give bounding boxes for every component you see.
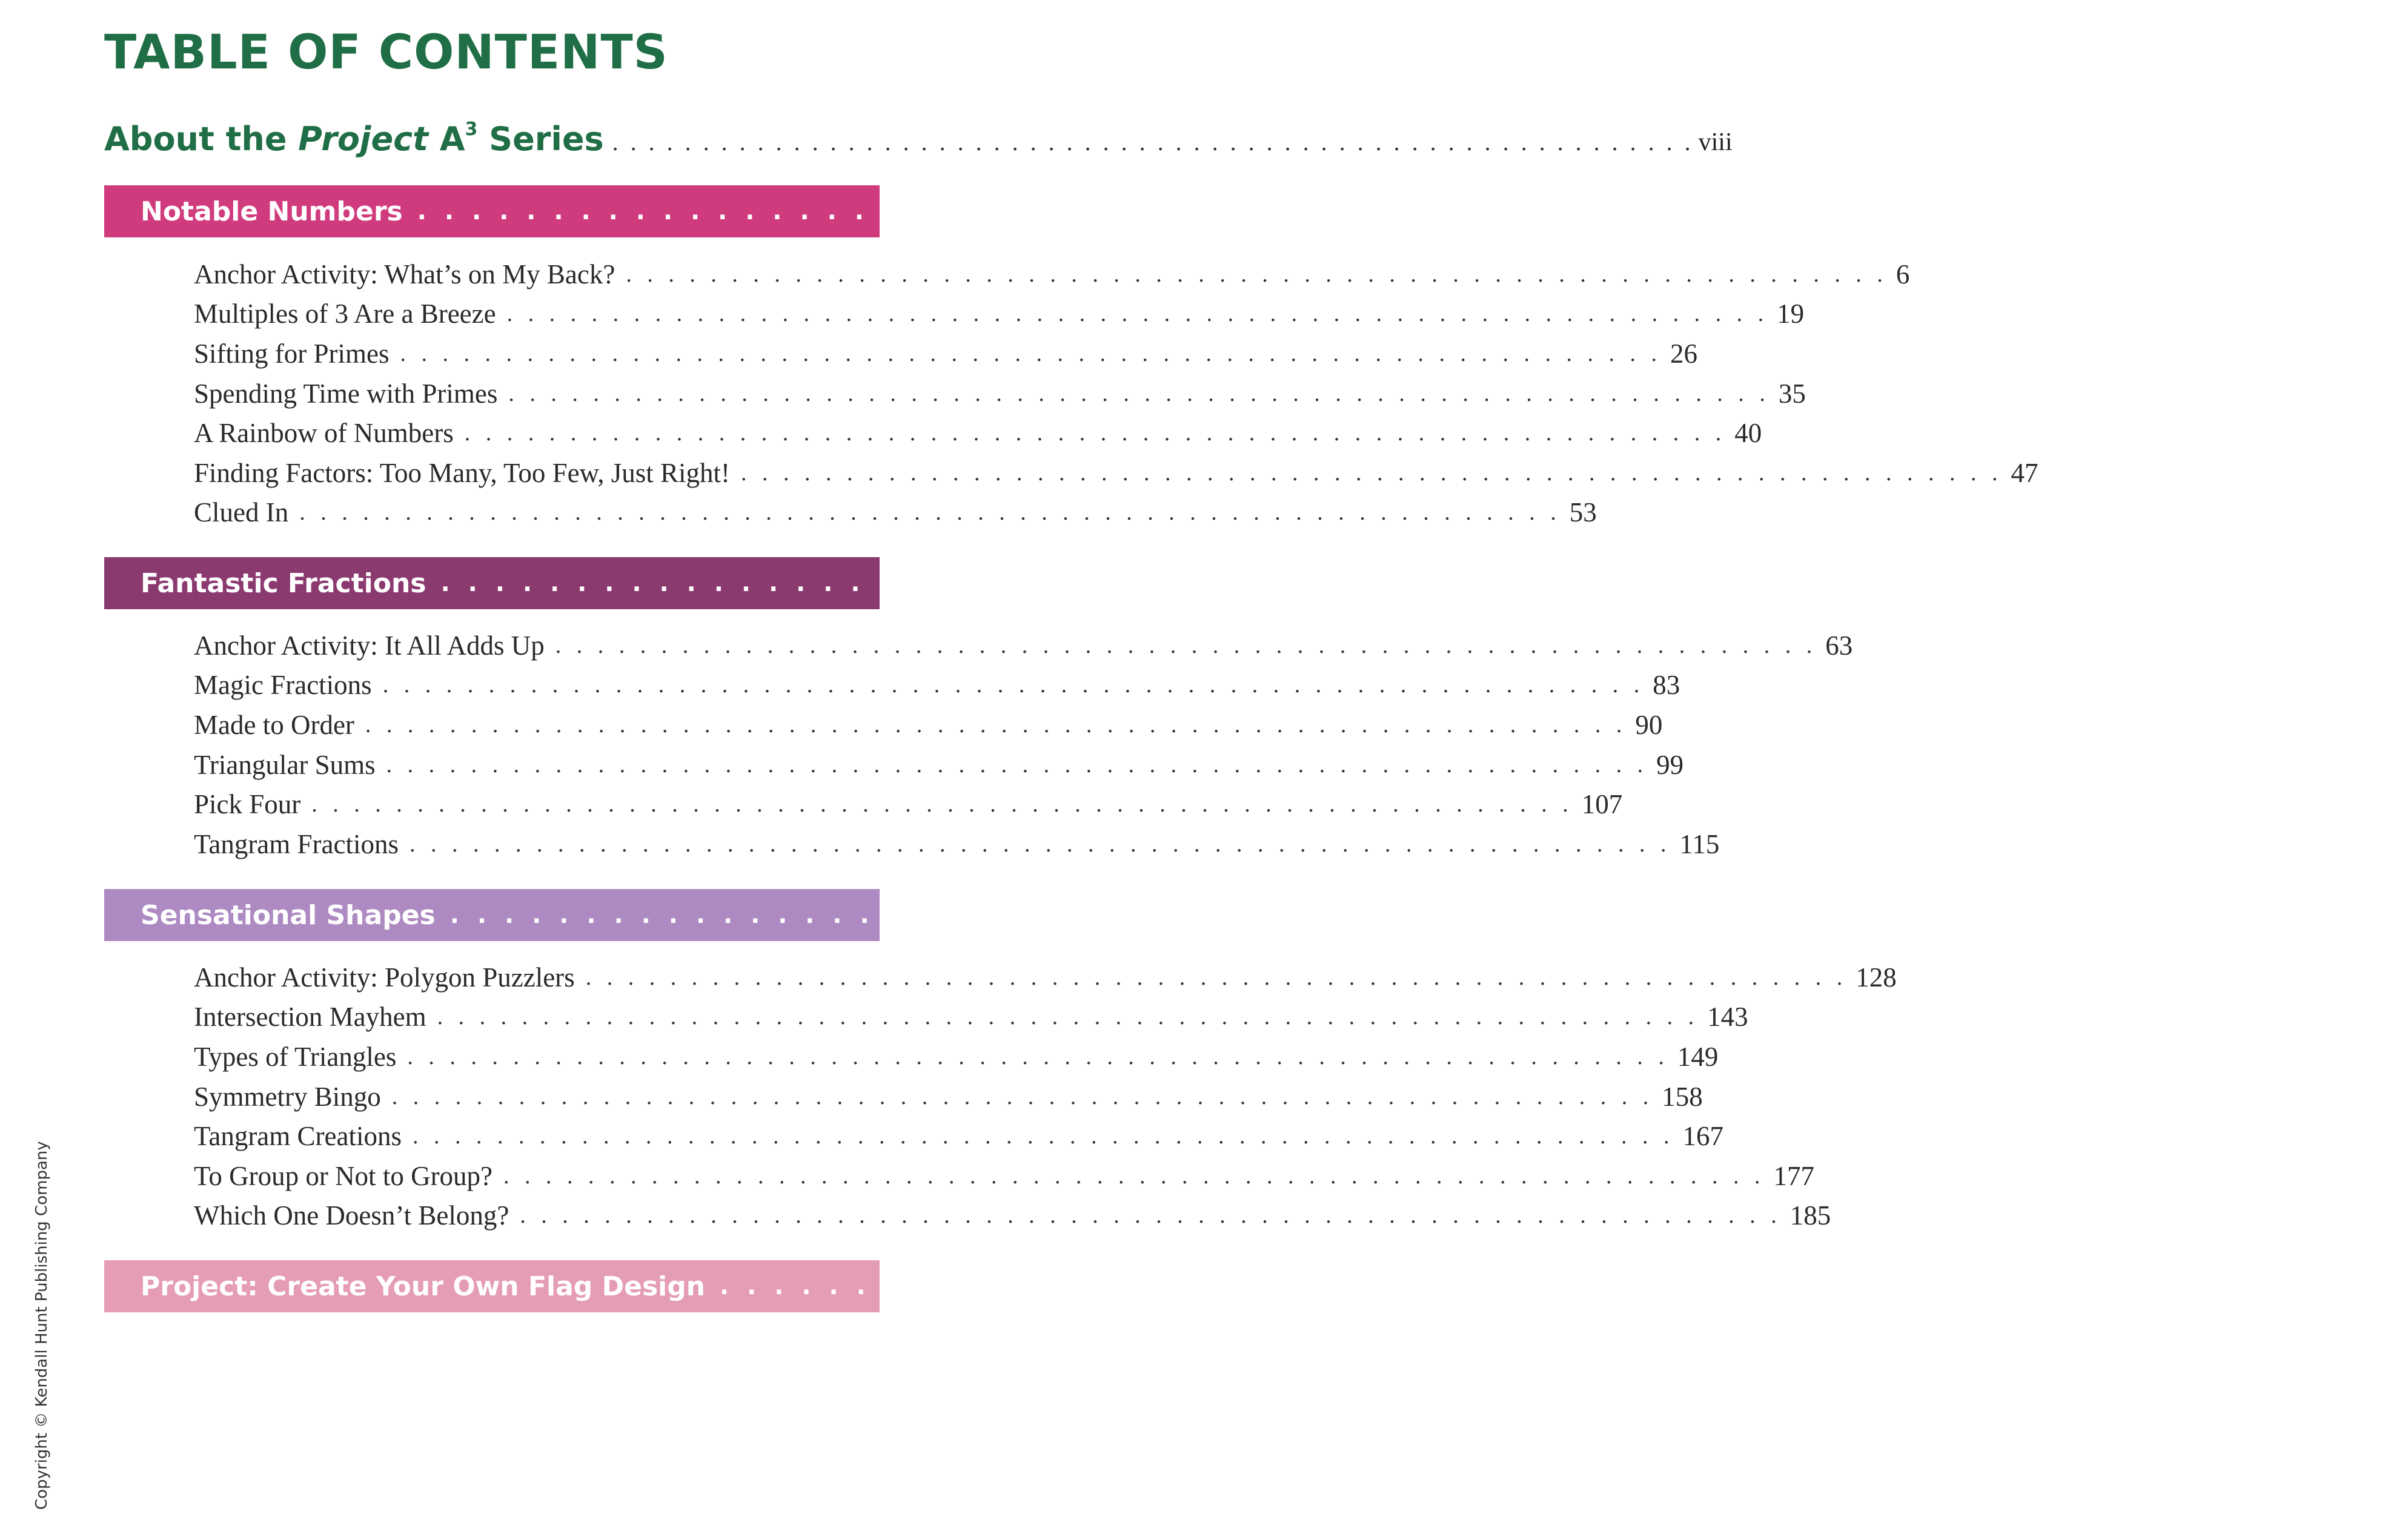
dot-leader: . . . . . . . . . . . . . . . . . . . . . . . . . . . . . . . . . . . . . . . . . . . . . . . . . . . . . . . . . . . . [720,1272,2347,1300]
section-bar-notable-numbers[interactable] [104,185,2069,237]
toc-entry[interactable]: Spending Time with Primes . . . . . . . . . . . . . . . . . . . . . . . . . . . . . . . . . . . . . . . . . . . . . . . . . . . . . . . . . . . . 35 [194,378,1806,409]
section-bar-sensational-shapes[interactable] [104,889,2138,941]
page-number: 83 [1653,670,1680,701]
toc-entry[interactable]: Symmetry Bingo . . . . . . . . . . . . . . . . . . . . . . . . . . . . . . . . . . . . . . . . . . . . . . . . . . . . . . . . . . . . 158 [194,1081,1703,1112]
dot-leader: . . . . . . . . . . . . . . . . . . . . . . . . . . . . . . . . . . . . . . . . . . . . . . . . . . . . . . . . . . . . [311,792,1573,818]
dot-leader: . . . . . . . . . . . . . . . . . . . . . . . . . . . . . . . . . . . . . . . . . . . . . . . . . . . . . . . . . . . . [365,712,1627,738]
dot-leader: . . . . . . . . . . . . . . . . . . . . . . . . . . . . . . . . . . . . . . . . . . . . . . . . . . . . . . . . . . . . [506,301,1769,327]
dot-leader: . . . . . . . . . . . . . . . . . . . . . . . . . . . . . . . . . . . . . . . . . . . . . . . . . . . . . . . . . . . . [417,197,2045,225]
page-number: 35 [1778,378,1806,409]
toc-entry[interactable]: Made to Order . . . . . . . . . . . . . . . . . . . . . . . . . . . . . . . . . . . . . . . . . . . . . . . . . . . . . . . . . . . . 90 [194,709,1663,740]
toc-entry[interactable]: Anchor Activity: What’s on My Back? . . . . . . . . . . . . . . . . . . . . . . . . . . . . . . . . . . . . . . . . . . . . . . . . . . . . . . . . . . . . 6 [194,259,1910,289]
entry-list-fantastic-fractions [194,626,1853,864]
dot-leader: . . . . . . . . . . . . . . . . . . . . . . . . . . . . . . . . . . . . . . . . . . . . . . . . . . . . . . . . . . . . [386,752,1648,778]
section-bar-fantastic-fractions[interactable] [104,557,2111,609]
dot-leader: . . . . . . . . . . . . . . . . . . . . . . . . . . . . . . . . . . . . . . . . . . . . . . . . . . . . . . . . . . . . [410,831,1671,857]
dot-leader: . . . . . . . . . . . . . . . . . . . . . . . . . . . . . . . . . . . . . . . . . . . . . . . . . . . . . . . . . . . . [555,632,1817,658]
toc-entry[interactable]: Clued In . . . . . . . . . . . . . . . . . . . . . . . . . . . . . . . . . . . . . . . . . . . . . . . . . . . . . . . . . . . . 53 [194,497,1597,528]
dot-leader: . . . . . . . . . . . . . . . . . . . . . . . . . . . . . . . . . . . . . . . . . . . . . . . . . . . . . . . . . . . . [299,500,1561,526]
dot-leader: . . . . . . . . . . . . . . . . . . . . . . . . . . . . . . . . . . . . . . . . . . . . . . . . . . . . . . . . . . . . [400,340,1662,366]
toc-entry[interactable]: Tangram Fractions . . . . . . . . . . . . . . . . . . . . . . . . . . . . . . . . . . . . . . . . . . . . . . . . . . . . . . . . . . . . 115 [194,828,1720,859]
dot-leader: . . . . . . . . . . . . . . . . . . . . . . . . . . . . . . . . . . . . . . . . . . . . . . . . . . . . . . . . . . . . [612,128,1694,156]
entry-list-sensational-shapes [194,957,1897,1235]
page-number: 47 [2011,457,2038,488]
section-bar-project[interactable] [104,1260,2408,1312]
dot-leader: . . . . . . . . . . . . . . . . . . . . . . . . . . . . . . . . . . . . . . . . . . . . . . . . . . . . . . . . . . . . [464,420,1726,446]
section-title: Project: Create Your Own Flag Design [141,1271,706,1302]
section-title: Sensational Shapes [141,899,436,931]
dot-leader: . . . . . . . . . . . . . . . . . . . . . . . . . . . . . . . . . . . . . . . . . . . . . . . . . . . . . . . . . . . . [585,964,1848,990]
dot-leader: . . . . . . . . . . . . . . . . . . . . . . . . . . . . . . . . . . . . . . . . . . . . . . . . . . . . . . . . . . . . [520,1203,1782,1229]
copyright-notice: Copyright © Kendall Hunt Publishing Company [33,1141,51,1510]
dot-leader: . . . . . . . . . . . . . . . . . . . . . . . . . . . . . . . . . . . . . . . . . . . . . . . . . . . . . . . . . . . . [407,1043,1669,1069]
toc-entry[interactable]: Finding Factors: Too Many, Too Few, Just Right! . . . . . . . . . . . . . . . . . . . . . . . . . . . . . . . . . . . . . . . . . . . . . . . . . . . . . . . . . . . . 47 [194,457,2038,488]
toc-entry[interactable]: Types of Triangles . . . . . . . . . . . . . . . . . . . . . . . . . . . . . . . . . . . . . . . . . . . . . . . . . . . . . . . . . . . . 149 [194,1041,1719,1072]
page-number: 1 [2050,196,2069,227]
entry-list-notable-numbers [194,254,2038,532]
page-number: 115 [1679,828,1720,859]
toc-entry[interactable]: Anchor Activity: It All Adds Up . . . . . . . . . . . . . . . . . . . . . . . . . . . . . . . . . . . . . . . . . . . . . . . . . . . . . . . . . . . . 63 [194,630,1853,661]
page-title: TABLE OF CONTENTS [104,25,668,80]
page-number: 143 [1707,1002,1748,1033]
toc-entry[interactable]: Intersection Mayhem . . . . . . . . . . . . . . . . . . . . . . . . . . . . . . . . . . . . . . . . . . . . . . . . . . . . . . . . . . . . 143 [194,1002,1748,1033]
page-number: 128 [1856,962,1897,993]
toc-entry[interactable]: Sifting for Primes . . . . . . . . . . . . . . . . . . . . . . . . . . . . . . . . . . . . . . . . . . . . . . . . . . . . . . . . . . . . 26 [194,338,1697,369]
page-number: 6 [1896,259,1910,289]
page-number: 177 [1773,1160,1815,1191]
toc-entry[interactable]: Triangular Sums . . . . . . . . . . . . . . . . . . . . . . . . . . . . . . . . . . . . . . . . . . . . . . . . . . . . . . . . . . . . 99 [194,749,1684,780]
toc-entry[interactable]: Tangram Creations . . . . . . . . . . . . . . . . . . . . . . . . . . . . . . . . . . . . . . . . . . . . . . . . . . . . . . . . . . . . 167 [194,1121,1723,1152]
toc-entry[interactable]: Magic Fractions . . . . . . . . . . . . . . . . . . . . . . . . . . . . . . . . . . . . . . . . . . . . . . . . . . . . . . . . . . . . 83 [194,670,1680,701]
dot-leader: . . . . . . . . . . . . . . . . . . . . . . . . . . . . . . . . . . . . . . . . . . . . . . . . . . . . . . . . . . . . [508,380,1770,406]
page-number: 19 [1777,299,1805,329]
page-number: 149 [1677,1041,1719,1072]
toc-about-series[interactable] [104,119,1733,168]
toc-entry[interactable]: Multiples of 3 Are a Breeze . . . . . . . . . . . . . . . . . . . . . . . . . . . . . . . . . . . . . . . . . . . . . . . . . . . . . . . . . . . . 19 [194,299,1805,329]
page-number: 107 [1581,789,1623,820]
toc-entry[interactable]: To Group or Not to Group? . . . . . . . . . . . . . . . . . . . . . . . . . . . . . . . . . . . . . . . . . . . . . . . . . . . . . . . . . . . . 177 [194,1160,1815,1191]
page-number: 167 [1682,1121,1723,1152]
page-number: 26 [1670,338,1697,369]
dot-leader: . . . . . . . . . . . . . . . . . . . . . . . . . . . . . . . . . . . . . . . . . . . . . . . . . . . . . . . . . . . . [440,569,2068,597]
dot-leader: . . . . . . . . . . . . . . . . . . . . . . . . . . . . . . . . . . . . . . . . . . . . . . . . . . . . . . . . . . . . [413,1123,1674,1149]
section-title: Notable Numbers [141,196,403,227]
toc-entry[interactable]: Anchor Activity: Polygon Puzzlers . . . . . . . . . . . . . . . . . . . . . . . . . . . . . . . . . . . . . . . . . . . . . . . . . . . . . . . . . . . . 128 [194,962,1897,993]
dot-leader: . . . . . . . . . . . . . . . . . . . . . . . . . . . . . . . . . . . . . . . . . . . . . . . . . . . . . . . . . . . . [391,1083,1654,1109]
toc-entry[interactable]: Which One Doesn’t Belong? . . . . . . . . . . . . . . . . . . . . . . . . . . . . . . . . . . . . . . . . . . . . . . . . . . . . . . . . . . . . 185 [194,1200,1831,1231]
page-number: 193 [2352,1271,2408,1302]
dot-leader: . . . . . . . . . . . . . . . . . . . . . . . . . . . . . . . . . . . . . . . . . . . . . . . . . . . . . . . . . . . . [382,672,1645,698]
section-title: Fantastic Fractions [141,567,426,599]
about-series-title: About the Project $A^3$ Series [104,119,604,158]
toc-entry[interactable]: Pick Four . . . . . . . . . . . . . . . . . . . . . . . . . . . . . . . . . . . . . . . . . . . . . . . . . . . . . . . . . . . . 107 [194,789,1623,820]
page-number: 123 [2083,899,2138,931]
page-number: 59 [2073,567,2111,599]
dot-leader: . . . . . . . . . . . . . . . . . . . . . . . . . . . . . . . . . . . . . . . . . . . . . . . . . . . . . . . . . . . . [437,1004,1699,1030]
dot-leader: . . . . . . . . . . . . . . . . . . . . . . . . . . . . . . . . . . . . . . . . . . . . . . . . . . . . . . . . . . . . [503,1163,1765,1189]
page-number: 53 [1569,497,1597,528]
page-number: 90 [1635,709,1663,740]
page-number: 99 [1656,749,1684,780]
dot-leader: . . . . . . . . . . . . . . . . . . . . . . . . . . . . . . . . . . . . . . . . . . . . . . . . . . . . . . . . . . . . [626,261,1888,287]
page-number: 63 [1825,630,1853,661]
page-number: viii [1698,128,1733,156]
page-number: 40 [1734,418,1762,449]
dot-leader: . . . . . . . . . . . . . . . . . . . . . . . . . . . . . . . . . . . . . . . . . . . . . . . . . . . . . . . . . . . . [741,460,2003,486]
page-number: 185 [1789,1200,1831,1231]
dot-leader: . . . . . . . . . . . . . . . . . . . . . . . . . . . . . . . . . . . . . . . . . . . . . . . . . . . . . . . . . . . . [449,901,2077,929]
page-number: 158 [1662,1081,1703,1112]
toc-entry[interactable]: A Rainbow of Numbers . . . . . . . . . . . . . . . . . . . . . . . . . . . . . . . . . . . . . . . . . . . . . . . . . . . . . . . . . . . . 40 [194,418,1762,449]
